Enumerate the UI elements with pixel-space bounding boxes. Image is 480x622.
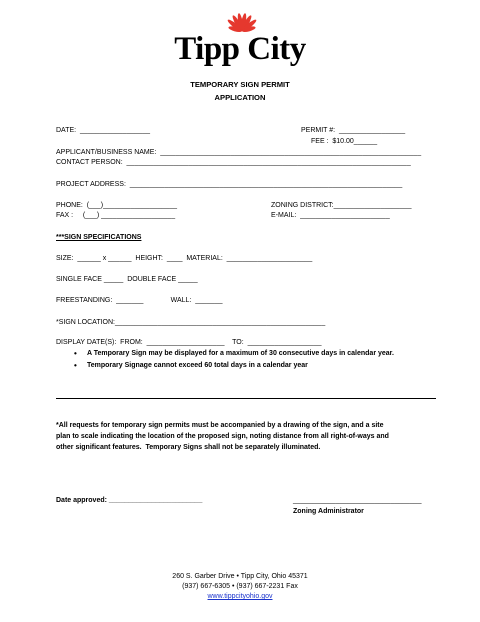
logo-wordmark: Tipp City	[174, 31, 306, 67]
section-divider	[56, 398, 436, 399]
freestanding-wall-fields[interactable]: FREESTANDING: _______ WALL: _______	[56, 297, 223, 304]
project-address-field[interactable]: PROJECT ADDRESS: ______________________________________________________________________	[56, 181, 403, 188]
sign-location-field[interactable]: *SIGN LOCATION:______________________________________________________	[56, 319, 326, 326]
notice-line: *All requests for temporary sign permits must be accompanied by a drawing of the sign, and a site	[56, 422, 384, 429]
size-height-material-fields[interactable]: SIZE: ______ x ______ HEIGHT: ____ MATERIAL: ______________________	[56, 255, 313, 262]
phone-field[interactable]: PHONE: (___)___________________	[56, 202, 178, 209]
display-rules-list	[74, 348, 394, 372]
permit-number-field[interactable]: PERMIT #: _________________	[301, 127, 406, 134]
form-title-line2: APPLICATION	[214, 93, 266, 102]
footer-phones: (937) 667-6305 • (937) 667-2231 Fax	[182, 583, 298, 590]
footer-address: 260 S. Garber Drive • Tipp City, Ohio 45371	[172, 573, 308, 580]
display-dates-field[interactable]: DISPLAY DATE(S): FROM: ____________________ TO: ___________________	[56, 339, 322, 346]
form-title-line1: TEMPORARY SIGN PERMIT	[190, 80, 290, 89]
email-field[interactable]: E-MAIL: _______________________	[271, 212, 390, 219]
sign-specifications-heading: ***SIGN SPECIFICATIONS	[56, 234, 142, 241]
fax-field[interactable]: FAX : (___) ___________________	[56, 212, 176, 219]
display-rule-item: • A Temporary Sign may be displayed for a maximum of 30 consecutive days in calendar year.	[74, 348, 394, 360]
fee-field[interactable]: FEE : $10.00______	[311, 138, 378, 145]
notice-line: plan to scale indicating the location of the proposed sign, noting distance from all right-of-ways and	[56, 433, 389, 440]
display-rule-item: • Temporary Signage cannot exceed 60 total days in a calendar year	[74, 360, 394, 372]
date-approved-field[interactable]: Date approved: ________________________	[56, 497, 203, 504]
applicant-business-name-field[interactable]: APPLICANT/BUSINESS NAME: ___________________________________________________________________	[56, 149, 422, 156]
footer-website-link[interactable]: www.tippcityohio.gov	[207, 593, 273, 600]
date-field[interactable]: DATE: __________________	[56, 127, 151, 134]
notice-line: other significant features. Temporary Signs shall not be separately illuminated.	[56, 444, 321, 451]
tipp-city-flower-logo	[222, 10, 262, 32]
contact-person-field[interactable]: CONTACT PERSON: _________________________________________________________________________	[56, 159, 411, 166]
zoning-administrator-label: Zoning Administrator	[293, 508, 364, 515]
zoning-district-field[interactable]: ZONING DISTRICT:____________________	[271, 202, 412, 209]
zoning-administrator-signature-line[interactable]: _________________________________	[293, 497, 422, 504]
face-type-fields[interactable]: SINGLE FACE _____ DOUBLE FACE _____	[56, 276, 198, 283]
